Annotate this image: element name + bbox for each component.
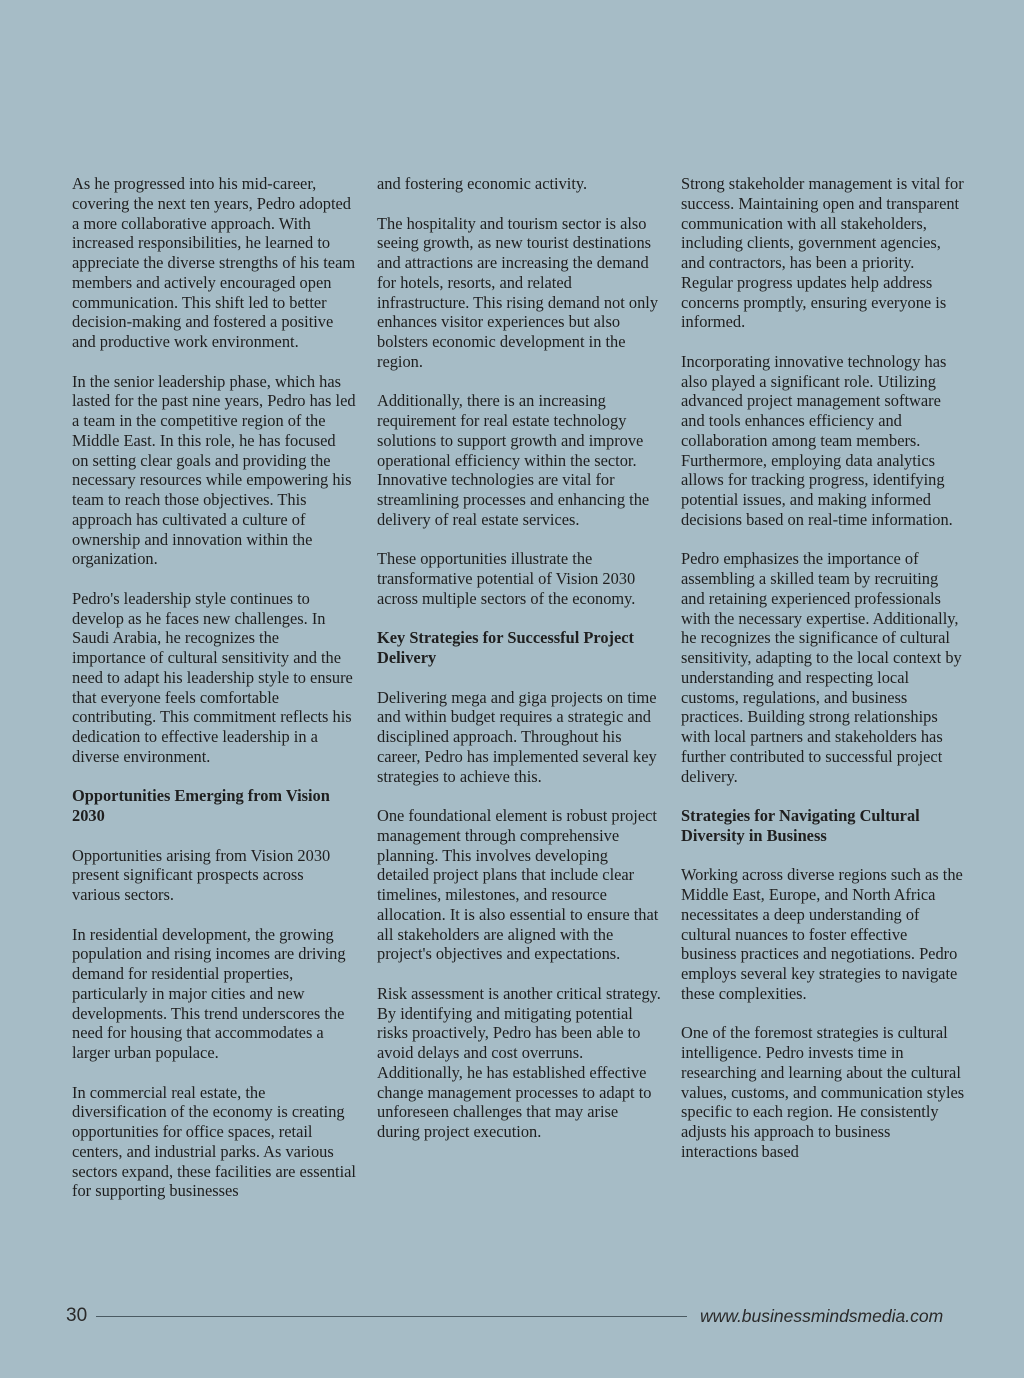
body-paragraph: In the senior leadership phase, which has lasted for the past nine years, Pedro has led a team in the competitive region of the Middle East. In this role, he has focused on setting clear goals and providing the necessary resources while empowering his team to reach those objectives. This approach has cultivated a culture of ownership and innovation within the organization. bbox=[72, 371, 356, 569]
footer-divider bbox=[96, 1316, 687, 1317]
page-number: 30 bbox=[66, 1305, 88, 1326]
column-3 bbox=[681, 174, 965, 1181]
body-paragraph: Working across diverse regions such as the Middle East, Europe, and North Africa necessitates a deep understanding of cultural nuances to foster effective business practices and negotiations. Pedro employs several key strategies to navigate these complexities. bbox=[681, 865, 963, 1003]
column-1 bbox=[72, 174, 356, 1221]
body-paragraph: Pedro's leadership style continues to develop as he faces new challenges. In Saudi Arabia, he recognizes the importance of cultural sensitivity and the need to adapt his leadership style to ensure that everyone feels comfortable contributing. This commitment reflects his dedication to effective leadership in a diverse environment. bbox=[72, 588, 353, 766]
body-paragraph: These opportunities illustrate the transformative potential of Vision 2030 across multiple sectors of the economy. bbox=[377, 549, 636, 608]
body-paragraph: Additionally, there is an increasing requirement for real estate technology solutions to support growth and improve operational efficiency within the sector. Innovative technologies are vital for streamlining processes and enhancing the delivery of real estate services. bbox=[377, 391, 650, 529]
body-paragraph: In residential development, the growing population and rising incomes are driving demand for residential properties, particularly in major cities and new developments. This trend underscores the need for housing that accommodates a larger urban populace. bbox=[72, 924, 346, 1062]
section-heading: Strategies for Navigating Cultural Diversity in Business bbox=[681, 806, 920, 845]
body-paragraph: The hospitality and tourism sector is also seeing growth, as new tourist destinations and attractions are increasing the demand for hotels, resorts, and related infrastructure. This rising demand not only enhances visitor experiences but also bolsters economic development in the region. bbox=[377, 213, 659, 371]
body-paragraph: Pedro emphasizes the importance of assembling a skilled team by recruiting and retaining experienced professionals with the necessary expertise. Additionally, he recognizes the significance of cultural sensitivity, adapting to the local context by understanding and respecting local customs, regulations, and business practices. Building strong relationships with local partners and stakeholders has further contributed to successful project delivery. bbox=[681, 549, 962, 786]
body-paragraph: Strong stakeholder management is vital for success. Maintaining open and transparent communication with all stakeholders, including clients, government agencies, and contractors, has been a priority. Regular progress updates help address concerns promptly, ensuring everyone is informed. bbox=[681, 174, 964, 332]
body-paragraph: One foundational element is robust project management through comprehensive planning. This involves developing detailed project plans that include clear timelines, milestones, and resource allocation. It is also essential to ensure that all stakeholders are aligned with the project's objectives and expectations. bbox=[377, 806, 659, 964]
body-paragraph: Risk assessment is another critical strategy. By identifying and mitigating potential risks proactively, Pedro has been able to avoid delays and cost overruns. Additionally, he has established effective change management processes to adapt to unforeseen challenges that may arise during project execution. bbox=[377, 983, 661, 1141]
body-paragraph: and fostering economic activity. bbox=[377, 174, 588, 193]
body-paragraph: One of the foremost strategies is cultural intelligence. Pedro invests time in researching and learning about the cultural values, customs, and communication styles specific to each region. He consistently adjusts his approach to business interactions based bbox=[681, 1023, 965, 1161]
section-heading: Opportunities Emerging from Vision 2030 bbox=[72, 786, 330, 825]
body-paragraph: As he progressed into his mid-career, covering the next ten years, Pedro adopted a more collaborative approach. With increased responsibilities, he learned to appreciate the diverse strengths of his team members and actively encouraged open communication. This shift led to better decision-making and fostered a positive and productive work environment. bbox=[72, 174, 356, 351]
footer-url: www.businessmindsmedia.com bbox=[700, 1306, 944, 1326]
body-paragraph: In commercial real estate, the diversification of the economy is creating opportunities for office spaces, retail centers, and industrial parks. As various sectors expand, these facilities are essential for supporting businesses bbox=[72, 1082, 356, 1201]
body-paragraph: Incorporating innovative technology has also played a significant role. Utilizing advanced project management software and tools enhances efficiency and collaboration among team members. Furthermore, employing data analytics allows for tracking progress, identifying potential issues, and making informed decisions based on real-time information. bbox=[681, 351, 953, 529]
column-2 bbox=[377, 174, 661, 1162]
body-paragraph: Delivering mega and giga projects on time and within budget requires a strategic and disciplined approach. Throughout his career, Pedro has implemented several key strategies to achieve this. bbox=[377, 687, 657, 786]
section-heading: Key Strategies for Successful Project Delivery bbox=[377, 628, 635, 667]
body-paragraph: Opportunities arising from Vision 2030 present significant prospects across various sectors. bbox=[72, 845, 331, 904]
